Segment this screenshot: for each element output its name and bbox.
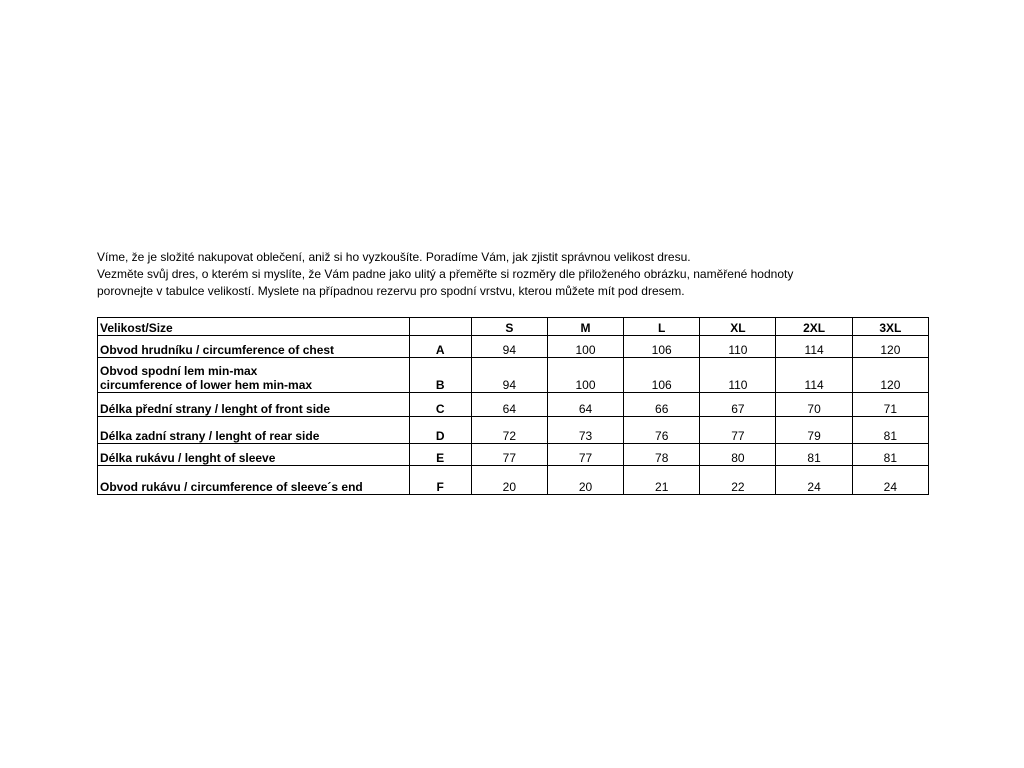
row-label	[98, 417, 410, 444]
table-cell: 64	[547, 393, 623, 417]
table-cell: 20	[471, 466, 547, 495]
table-cell: 77	[700, 417, 776, 444]
table-row	[98, 444, 929, 466]
header-label: Velikost/Size	[98, 318, 410, 336]
table-cell: 78	[624, 444, 700, 466]
row-label	[98, 393, 410, 417]
row-code: C	[409, 393, 471, 417]
row-code: F	[409, 466, 471, 495]
row-label-line-1: Obvod hrudníku / circumference of chest	[100, 343, 335, 357]
table-cell: 70	[776, 393, 852, 417]
table-cell: 77	[547, 444, 623, 466]
table-cell: 72	[471, 417, 547, 444]
table-cell: 22	[700, 466, 776, 495]
table-cell: 24	[852, 466, 928, 495]
table-header-row	[98, 318, 929, 336]
table-cell: 100	[547, 336, 623, 358]
row-label	[98, 358, 410, 393]
row-code: A	[409, 336, 471, 358]
table-cell: 66	[624, 393, 700, 417]
table-cell: 120	[852, 336, 928, 358]
size-header: 3XL	[852, 318, 928, 336]
table-cell: 81	[852, 417, 928, 444]
intro-line-1: Víme, že je složité nakupovat oblečení, aniž si ho vyzkoušíte. Poradíme Vám, jak zjistit správnou velikost dresu.	[97, 250, 691, 264]
table-cell: 106	[624, 358, 700, 393]
table-row	[98, 417, 929, 444]
row-label-line-1: Délka rukávu / lenght of sleeve	[100, 451, 276, 465]
row-label-line-1: Délka zadní strany / lenght of rear side	[100, 429, 320, 443]
table-row	[98, 393, 929, 417]
intro-line-3: porovnejte v tabulce velikostí. Myslete na případnou rezervu pro spodní vrstvu, kterou můžete mít pod dresem.	[97, 284, 685, 298]
table-cell: 81	[852, 444, 928, 466]
table-cell: 67	[700, 393, 776, 417]
table-cell: 21	[624, 466, 700, 495]
table-cell: 71	[852, 393, 928, 417]
table-cell: 80	[700, 444, 776, 466]
row-code: D	[409, 417, 471, 444]
row-label-line-2: circumference of lower hem min-max	[100, 378, 313, 392]
size-header: M	[547, 318, 623, 336]
table-row	[98, 466, 929, 495]
table-cell: 20	[547, 466, 623, 495]
table-cell: 110	[700, 358, 776, 393]
row-label	[98, 444, 410, 466]
table-row	[98, 358, 929, 393]
table-cell: 76	[624, 417, 700, 444]
table-cell: 114	[776, 358, 852, 393]
table-cell: 94	[471, 358, 547, 393]
row-label-line-1: Délka přední strany / lenght of front side	[100, 402, 331, 416]
intro-line-2: Vezměte svůj dres, o kterém si myslíte, že Vám padne jako ulitý a přeměřte si rozměry dle přiloženého obrázku, naměřené hodnoty	[97, 267, 794, 281]
size-header: L	[624, 318, 700, 336]
table-row	[98, 336, 929, 358]
table-cell: 94	[471, 336, 547, 358]
size-table	[97, 317, 929, 495]
table-cell: 100	[547, 358, 623, 393]
size-header: 2XL	[776, 318, 852, 336]
row-label-line-1: Obvod spodní lem min-max	[100, 364, 258, 378]
table-cell: 110	[700, 336, 776, 358]
row-code: B	[409, 358, 471, 393]
table-cell: 24	[776, 466, 852, 495]
row-label-line-1: Obvod rukávu / circumference of sleeve´s end	[100, 480, 363, 494]
table-cell: 77	[471, 444, 547, 466]
header-code	[409, 318, 471, 336]
table-cell: 114	[776, 336, 852, 358]
row-code: E	[409, 444, 471, 466]
row-label	[98, 466, 410, 495]
table-cell: 81	[776, 444, 852, 466]
row-label	[98, 336, 410, 358]
size-header: S	[471, 318, 547, 336]
table-cell: 73	[547, 417, 623, 444]
table-cell: 106	[624, 336, 700, 358]
table-cell: 120	[852, 358, 928, 393]
table-cell: 79	[776, 417, 852, 444]
intro-text	[97, 249, 937, 300]
table-cell: 64	[471, 393, 547, 417]
size-header: XL	[700, 318, 776, 336]
